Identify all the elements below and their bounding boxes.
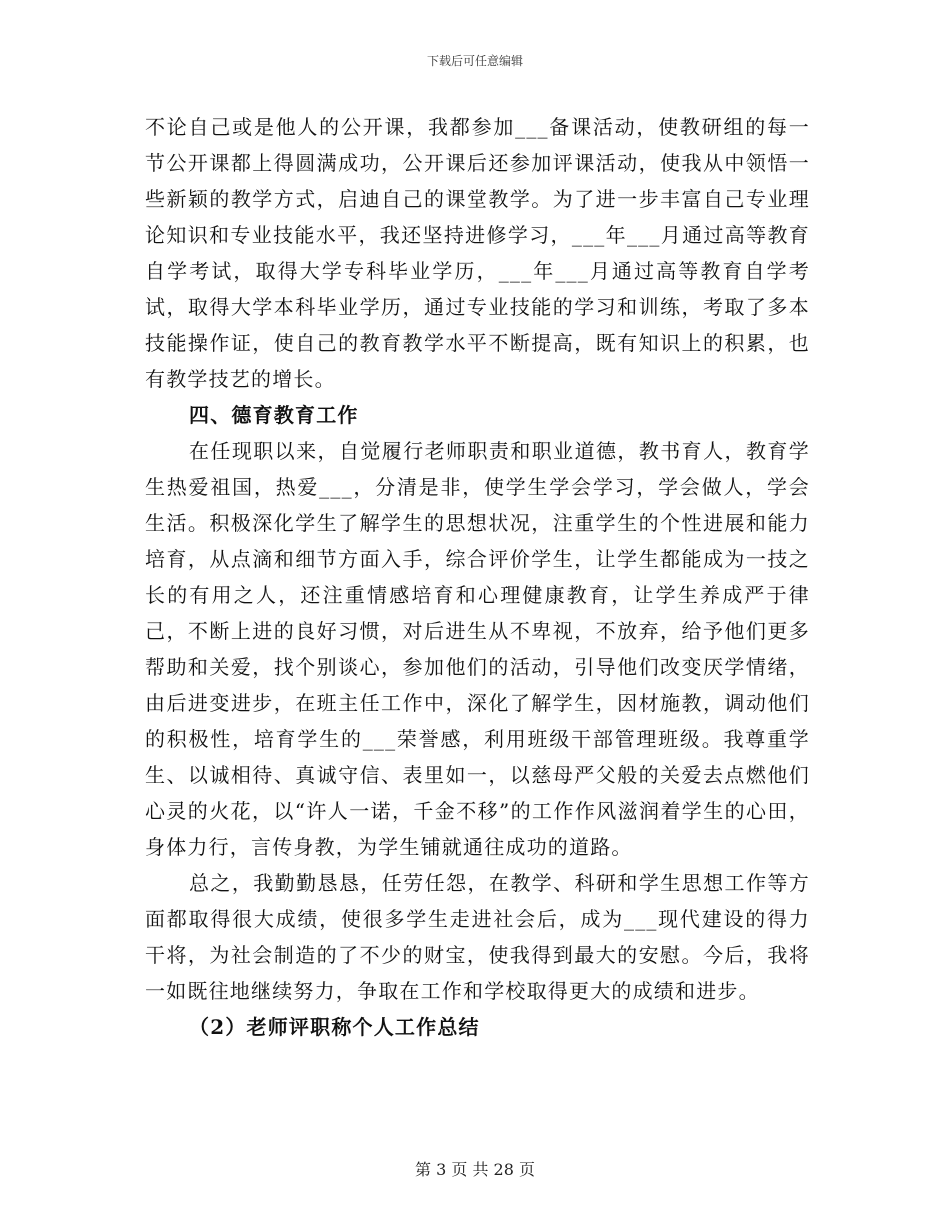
section-heading-moral-education: 四、德育教育工作 [189,403,359,427]
paragraph-summary: 总之，我勤勤恳恳，任劳任怨，在教学、科研和学生思想工作等方面都取得很大成绩，使很多学生走进社会后，成为___现代建设的得力干将，为社会制造的了不少的财宝，使我得到最大的安慰。今后，我将一如既往地继续努力，争取在工作和学校取得更大的成绩和进步。 [145,871,810,1003]
page-header: 下载后可任意编辑 [426,54,523,68]
section-heading-title-summary: （2）老师评职称个人工作总结 [189,1015,480,1039]
paragraph-moral-education: 在任现职以来，自觉履行老师职责和职业道德，教书育人，教育学生热爱祖国，热爱___，分清是非，使学生学会学习，学会做人，学会生活。积极深化学生了解学生的思想状况，注重学生的个性进展和能力培育，从点滴和细节方面入手，综合评价学生，让学生都能成为一技之长的有用之人，还注重情感培育和心理健康教育，让学生养成严于律己，不断上进的良好习惯，对后进生从不卑视，不放弃，给予他们更多帮助和关爱，找个别谈心，参加他们的活动，引导他们改变厌学情绪，由后进变进步，在班主任工作中，深化了解学生，因材施教，调动他们的积极性，培育学生的___荣誉感，利用班级干部管理班级。我尊重学生、以诚相待、真诚守信、表里如一，以慈母严父般的关爱去点燃他们心灵的火花，以“许人一诺，千金不移”的工作作风滋润着学生的心田，身体力行，言传身教，为学生铺就通往成功的道路。 [145,439,810,859]
paragraph-teaching-activities: 不论自己或是他人的公开课，我都参加___备课活动，使教研组的每一节公开课都上得圆满成功，公开课后还参加评课活动，使我从中领悟一些新颖的教学方式，启迪自己的课堂教学。为了进一步丰富自己专业理论知识和专业技能水平，我还坚持进修学习，___年___月通过高等教育自学考试，取得大学专科毕业学历，___年___月通过高等教育自学考试，取得大学本科毕业学历，通过专业技能的学习和训练，考取了多本技能操作证，使自己的教育教学水平不断提高，既有知识上的积累，也有教学技艺的增长。 [145,115,810,391]
document-body [145,109,810,1045]
page-footer: 第 3 页 共 28 页 [415,1160,535,1179]
